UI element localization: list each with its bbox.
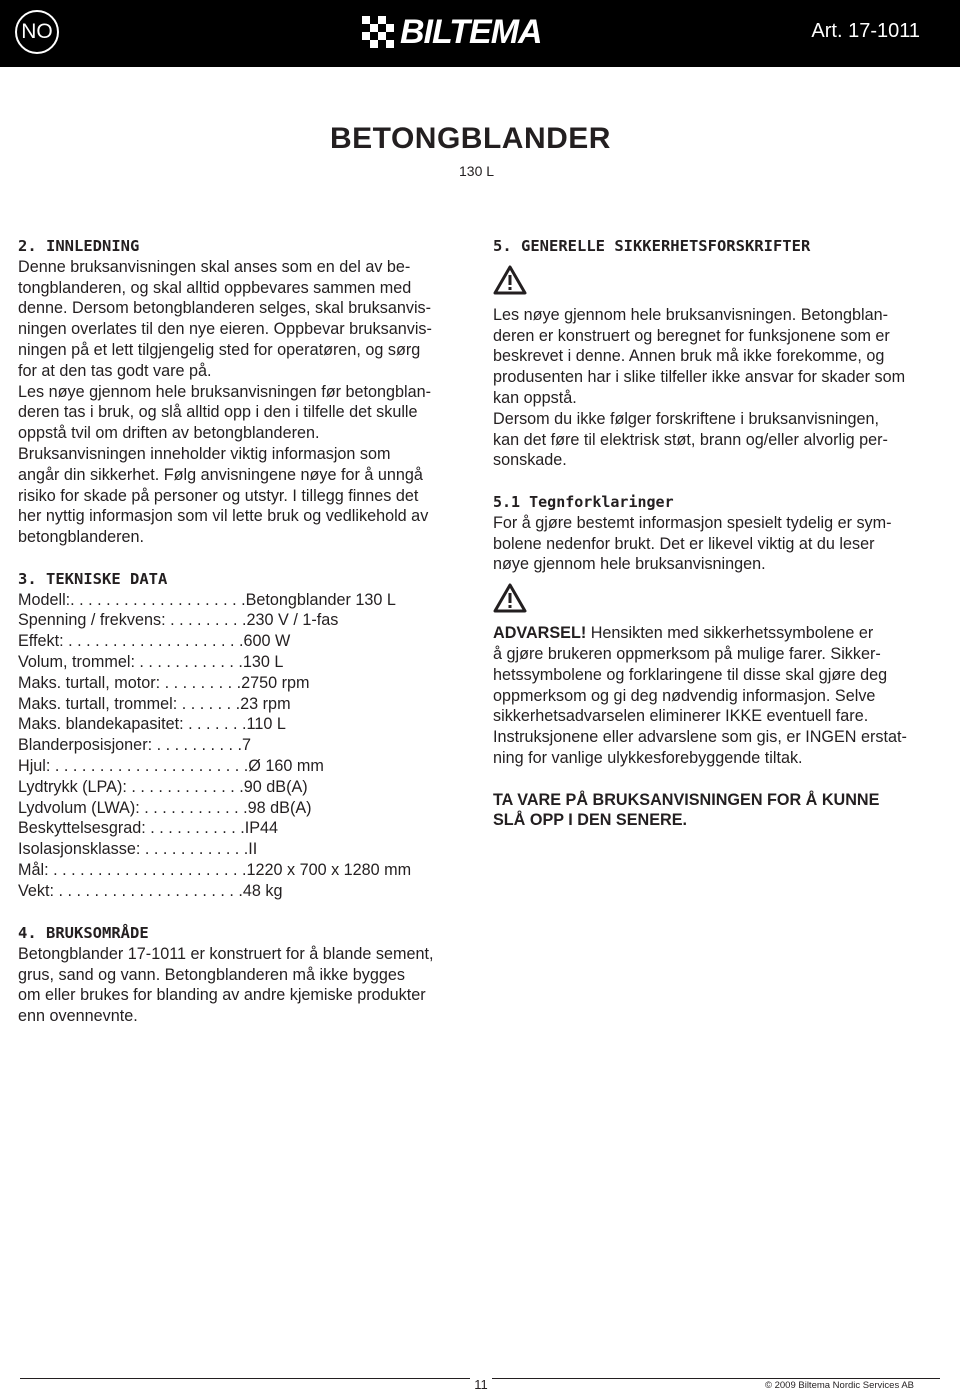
warning-line: hetssymbolene og forklaringene til disse skal gjøre deg <box>493 665 888 684</box>
intro-line: Les nøye gjennom hele bruksanvisningen før betongblan- <box>18 382 432 401</box>
usage-line: om eller brukes for blanding av andre kjemiske produkter <box>18 986 426 1005</box>
spec-row: Spenning / frekvens: . . . . . . . . .230 V / 1-fas <box>18 611 339 630</box>
safety-line: Les nøye gjennom hele bruksanvisningen. Betongblan- <box>493 305 889 324</box>
intro-line: denne. Dersom betongblanderen selges, skal bruksanvis- <box>18 299 432 318</box>
intro-line: her nyttig informasjon som vil lette bruk og vedlikehold av <box>18 507 429 526</box>
copyright: © 2009 Biltema Nordic Services AB <box>764 1380 914 1391</box>
spec-row: Modell:. . . . . . . . . . . . . . . . . . . .Betongblander 130 L <box>18 590 396 609</box>
intro-line: deren tas i bruk, og slå alltid opp i den i tilfelle det skulle <box>18 403 418 422</box>
warning-intro-line <box>493 623 943 644</box>
closing-note: TA VARE PÅ BRUKSANVISNINGEN FOR Å KUNNE <box>493 790 880 809</box>
usage-line: grus, sand og vann. Betongblanderen må ikke bygges <box>18 965 405 984</box>
spec-row: Beskyttelsesgrad: . . . . . . . . . . .IP44 <box>18 819 279 838</box>
page-subtitle: 130 L <box>459 163 495 179</box>
spec-row: Vekt: . . . . . . . . . . . . . . . . . . . . .48 kg <box>18 881 283 900</box>
intro-line: ningen overlates til den nye eieren. Oppbevar bruksanvis- <box>18 320 432 339</box>
brand-name: BILTEMA <box>400 12 542 51</box>
spec-row: Lydtrykk (LPA): . . . . . . . . . . . . .90 dB(A) <box>18 777 308 796</box>
intro-line: Denne bruksanvisningen skal anses som en del av be- <box>18 257 411 276</box>
spec-row: Mål: . . . . . . . . . . . . . . . . . . . . . .1220 x 700 x 1280 mm <box>18 860 412 879</box>
symbols-line: nøye gjennom hele bruksanvisningen. <box>493 555 766 574</box>
spec-row: Blanderposisjoner: . . . . . . . . . .7 <box>18 736 252 755</box>
intro-line: angår din sikkerhet. Følg anvisningene nøye for å unngå <box>18 465 423 484</box>
article-number: Art. 17-1011 <box>811 20 920 42</box>
warning-line: oppmerksom og gi deg nødvendig informasjon. Selve <box>493 686 876 705</box>
warning-label: ADVARSEL! <box>493 624 587 643</box>
intro-heading: 2. INNLEDNING <box>18 237 140 255</box>
page-title: BETONGBLANDER <box>330 122 611 155</box>
header-bar <box>0 0 960 67</box>
usage-line: enn ovennevnte. <box>18 1007 138 1026</box>
spec-row: Maks. blandekapasitet: . . . . . . .110 L <box>18 715 286 734</box>
safety-line: sonskade. <box>493 451 567 470</box>
right-column <box>493 236 943 831</box>
safety-line: beskrevet i denne. Annen bruk må ikke forekomme, og <box>493 347 885 366</box>
intro-line: betongblanderen. <box>18 528 145 547</box>
safety-line: kan oppstå. <box>493 388 577 407</box>
symbols-line: bolene nedenfor brukt. Det er likevel viktig at du leser <box>493 534 875 553</box>
spec-row: Maks. turtall, motor: . . . . . . . . .2750 rpm <box>18 673 310 692</box>
intro-line: for at den tas godt vare på. <box>18 361 212 380</box>
symbols-heading: 5.1 Tegnforklaringer <box>493 492 674 511</box>
intro-line: tongblanderen, og skal alltid oppbevares sammen med <box>18 278 412 297</box>
brand-logo <box>362 14 542 50</box>
spec-row: Hjul: . . . . . . . . . . . . . . . . . . . . . .Ø 160 mm <box>18 756 324 775</box>
warning-triangle-icon <box>493 265 527 295</box>
closing-note: SLÅ OPP I DEN SENERE. <box>493 811 687 830</box>
language-badge: NO <box>15 10 59 54</box>
intro-line: oppstå tvil om driften av betongblanderen. <box>18 424 320 443</box>
usage-section <box>18 923 478 1027</box>
spec-row: Isolasjonsklasse: . . . . . . . . . . . .II <box>18 840 258 859</box>
usage-heading: 4. BRUKSOMRÅDE <box>18 924 149 942</box>
intro-line: ningen på et lett tilgjengelig sted for operatøren, og sørg <box>18 340 421 359</box>
safety-line: Dersom du ikke følger forskriftene i bruksanvisningen, <box>493 409 879 428</box>
page-number: 11 <box>470 1377 492 1392</box>
warning-triangle-icon <box>493 583 527 613</box>
tech-heading: 3. TEKNISKE DATA <box>18 569 168 588</box>
spec-row: Volum, trommel: . . . . . . . . . . . .130 L <box>18 652 284 671</box>
left-column <box>18 236 468 902</box>
intro-line: Bruksanvisningen inneholder viktig informasjon som <box>18 444 391 463</box>
spec-row: Maks. turtall, trommel: . . . . . . .23 rpm <box>18 694 291 713</box>
spec-row: Lydvolum (LWA): . . . . . . . . . . . .98 dB(A) <box>18 798 312 817</box>
safety-line: deren er konstruert og beregnet for funksjonene som er <box>493 326 890 345</box>
warning-line: sikkerhetsadvarselen eliminerer IKKE eventuell fare. <box>493 707 869 726</box>
warning-first-text: Hensikten med sikkerhetssymbolene er <box>586 624 874 643</box>
safety-line: produsenten har i slike tilfeller ikke ansvar for skader som <box>493 368 906 387</box>
symbols-line: For å gjøre bestemt informasjon spesielt tydelig er sym- <box>493 513 892 532</box>
safety-heading: 5. GENERELLE SIKKERHETSFORSKRIFTER <box>493 237 811 255</box>
warning-line: Instruksjonene eller advarslene som gis, er INGEN erstat- <box>493 728 907 747</box>
usage-line: Betongblander 17-1011 er konstruert for å blande sement, <box>18 944 434 963</box>
warning-line: ning for vanlige ulykkesforebyggende tiltak. <box>493 748 803 767</box>
checker-flag-icon <box>362 16 394 48</box>
intro-line: risiko for skade på personer og utstyr. I tillegg finnes det <box>18 486 419 505</box>
safety-line: kan det føre til elektrisk støt, brann og/eller alvorlig per- <box>493 430 888 449</box>
spec-row: Effekt: . . . . . . . . . . . . . . . . . . . .600 W <box>18 632 291 651</box>
warning-line: å gjøre brukeren oppmerksom på mulige farer. Sikker- <box>493 644 881 663</box>
